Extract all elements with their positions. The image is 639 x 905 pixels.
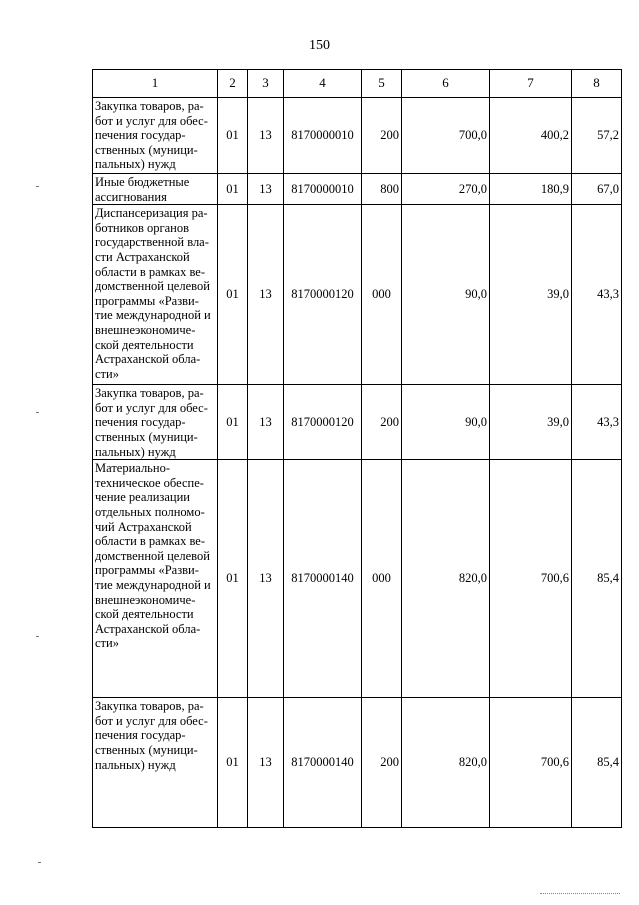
row-name-cell: Диспансеризация ра- ботников органов государственной вла- сти Астраханской области в рамках ве- домственной целевой программы «Разви- тие международной и внешнеэкономиче- ской деятельности Астраханской обла- сти» [93,205,218,385]
table-row [93,698,622,828]
actual-value-cell: 39,0 [490,385,572,460]
page-number: 150 [309,38,330,53]
actual-value-cell: 400,2 [490,98,572,174]
row-name-cell: Закупка товаров, ра- бот и услуг для обес- печения государ- ственных (муници- пальных) нужд [93,385,218,460]
percent-cell: 43,3 [572,385,622,460]
target-article-cell: 8170000010 [284,174,362,205]
subsection-code-cell: 13 [248,205,284,385]
row-name-cell: Материально- техническое обеспе- чение реализации отдельных полномо- чий Астраханской области в рамках ве- домственной целевой программы «Разви- тие международной и внешнеэкономиче- ской деятельности Астраханской обла- сти» [93,460,218,698]
header-cell-4: 4 [284,70,362,98]
header-cell-3: 3 [248,70,284,98]
expense-type-cell: 800 [362,174,402,205]
expense-type-cell: 000 [362,460,402,698]
subsection-code-cell: 13 [248,385,284,460]
row-name-cell: Иные бюджетные ассигнования [93,174,218,205]
plan-value-cell: 820,0 [402,460,490,698]
percent-cell: 85,4 [572,460,622,698]
table-row [93,205,622,385]
expense-type-cell: 200 [362,698,402,828]
header-cell-5: 5 [362,70,402,98]
header-cell-6: 6 [402,70,490,98]
target-article-cell: 8170000140 [284,460,362,698]
section-code-cell: 01 [218,460,248,698]
row-name-cell: Закупка товаров, ра- бот и услуг для обес- печения государ- ственных (муници- пальных) нужд [93,98,218,174]
target-article-cell: 8170000010 [284,98,362,174]
expense-type-cell: 200 [362,385,402,460]
section-code-cell: 01 [218,698,248,828]
header-cell-8: 8 [572,70,622,98]
scan-artifact [36,636,39,637]
plan-value-cell: 90,0 [402,385,490,460]
subsection-code-cell: 13 [248,460,284,698]
scan-artifact [36,412,39,413]
percent-cell: 85,4 [572,698,622,828]
percent-cell: 57,2 [572,98,622,174]
expense-type-cell: 200 [362,98,402,174]
budget-table-container [92,69,621,828]
subsection-code-cell: 13 [248,98,284,174]
target-article-cell: 8170000120 [284,205,362,385]
header-cell-2: 2 [218,70,248,98]
actual-value-cell: 700,6 [490,698,572,828]
plan-value-cell: 700,0 [402,98,490,174]
percent-cell: 43,3 [572,205,622,385]
expense-type-cell: 000 [362,205,402,385]
table-row [93,98,622,174]
subsection-code-cell: 13 [248,174,284,205]
scan-artifact [36,186,39,187]
plan-value-cell: 90,0 [402,205,490,385]
header-row [93,70,622,98]
section-code-cell: 01 [218,174,248,205]
section-code-cell: 01 [218,98,248,174]
budget-table [92,69,622,828]
table-row [93,174,622,205]
section-code-cell: 01 [218,385,248,460]
percent-cell: 67,0 [572,174,622,205]
target-article-cell: 8170000140 [284,698,362,828]
header-cell-7: 7 [490,70,572,98]
row-name-cell: Закупка товаров, ра- бот и услуг для обес- печения государ- ственных (муници- пальных) нужд [93,698,218,828]
actual-value-cell: 180,9 [490,174,572,205]
footer-dotted-line [540,893,620,895]
actual-value-cell: 700,6 [490,460,572,698]
target-article-cell: 8170000120 [284,385,362,460]
table-row [93,385,622,460]
plan-value-cell: 820,0 [402,698,490,828]
table-row [93,460,622,698]
scan-artifact [38,862,41,863]
section-code-cell: 01 [218,205,248,385]
plan-value-cell: 270,0 [402,174,490,205]
header-cell-1: 1 [93,70,218,98]
subsection-code-cell: 13 [248,698,284,828]
actual-value-cell: 39,0 [490,205,572,385]
